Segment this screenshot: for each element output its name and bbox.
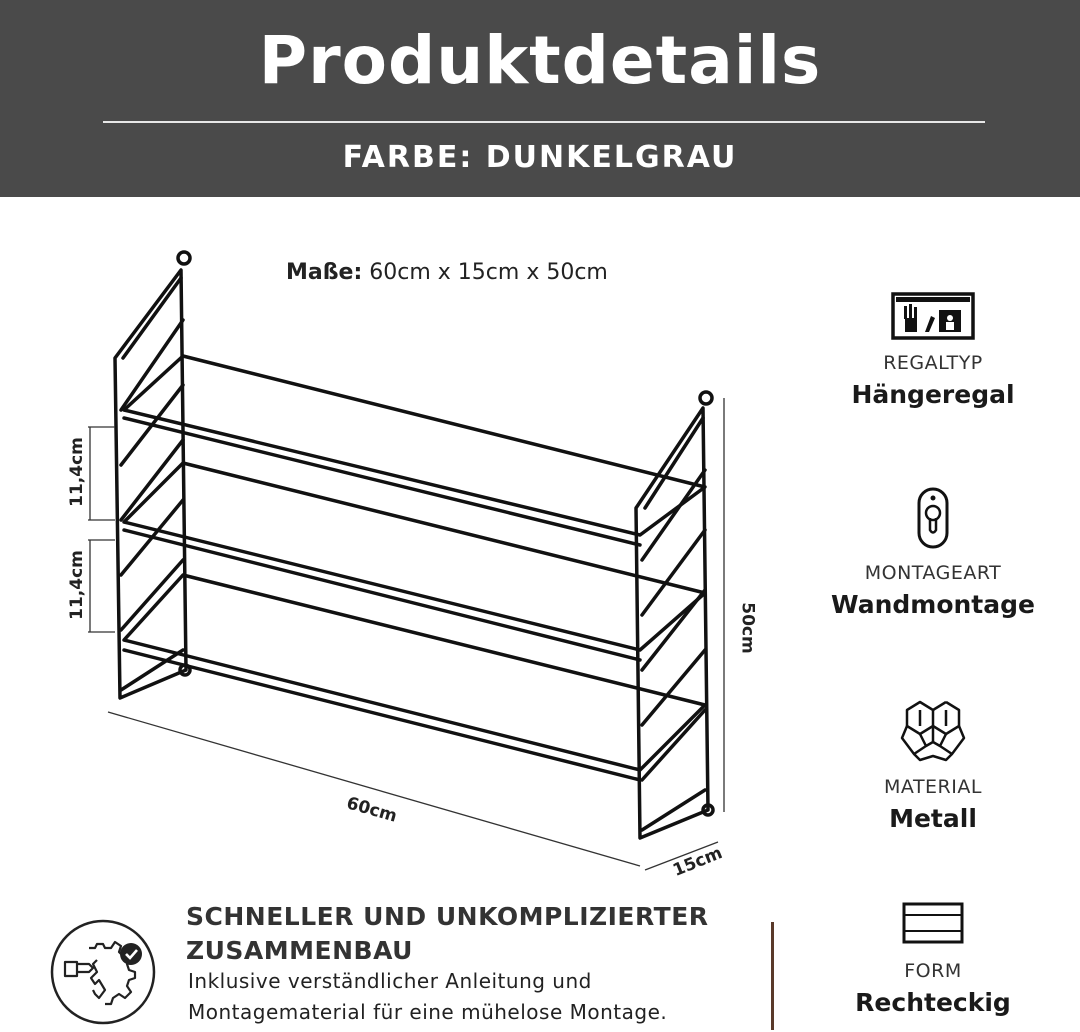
- assembly-tools-icon: [49, 918, 157, 1026]
- dimensions-label: Maße:: [286, 260, 363, 285]
- right-ladder: [636, 392, 713, 838]
- assembly-title: SCHNELLER UND UNKOMPLIZIERTER ZUSAMMENBAU: [186, 902, 709, 965]
- feature-form: [808, 902, 1058, 1017]
- page-title: Produktdetails: [258, 22, 822, 99]
- shelf-gap-2-label: 11,4cm: [66, 550, 87, 620]
- shelf-gap-1-label: 11,4cm: [66, 437, 87, 507]
- wall-mount-icon: [916, 486, 950, 550]
- feature-value: Wandmontage: [831, 590, 1035, 619]
- dimensions-value: 60cm x 15cm x 50cm: [362, 260, 608, 285]
- shelf-icon: [891, 292, 975, 340]
- depth-label: 15cm: [670, 843, 726, 881]
- feature-value: Hängeregal: [851, 380, 1015, 409]
- feature-mounting: [808, 486, 1058, 619]
- feature-shelf-type: [808, 292, 1058, 409]
- assembly-text: Inklusive verständlicher Anleitung und Montagematerial für eine mühelose Montage.: [188, 969, 668, 1024]
- feature-material: [808, 698, 1058, 833]
- feature-label: MATERIAL: [884, 776, 982, 798]
- rectangle-icon: [902, 902, 964, 944]
- height-label: 50cm: [737, 602, 758, 654]
- color-subtitle: FARBE: DUNKELGRAU: [342, 140, 738, 175]
- feature-label: MONTAGEART: [864, 562, 1002, 584]
- section-divider: [771, 922, 774, 1030]
- feature-label: FORM: [904, 960, 962, 982]
- left-ladder: [115, 252, 190, 698]
- width-label: 60cm: [344, 793, 400, 827]
- shelf-boards: [124, 356, 705, 780]
- feature-value: Metall: [889, 804, 977, 833]
- material-icon: [898, 698, 968, 764]
- feature-label: REGALTYP: [883, 352, 983, 374]
- feature-value: Rechteckig: [855, 988, 1011, 1017]
